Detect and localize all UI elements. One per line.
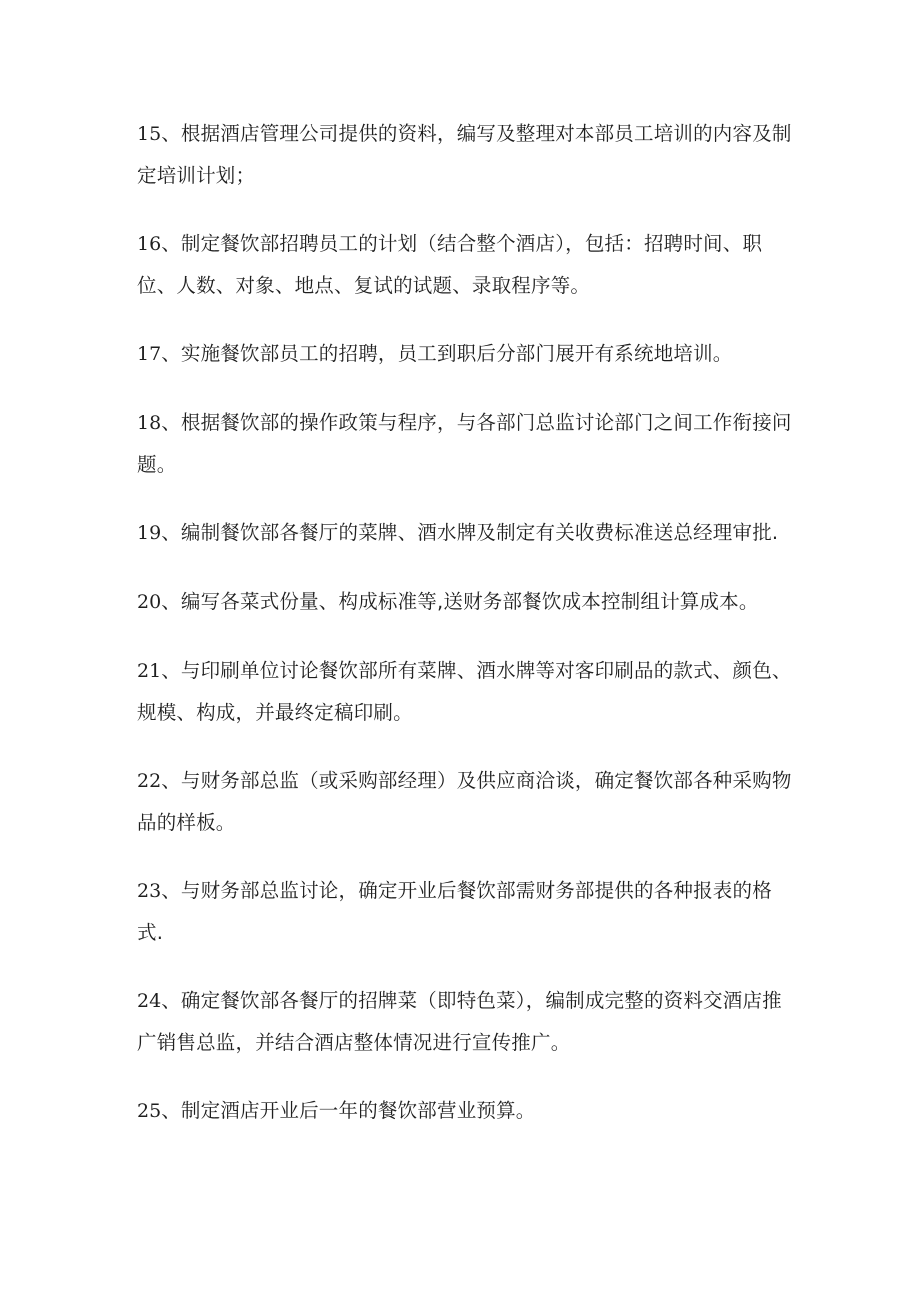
item-number: 20 bbox=[137, 591, 162, 613]
list-item bbox=[137, 760, 797, 843]
item-list bbox=[137, 113, 797, 1159]
list-item bbox=[137, 402, 797, 485]
item-number: 15 bbox=[137, 123, 162, 145]
list-item bbox=[137, 980, 797, 1063]
list-item bbox=[137, 870, 797, 953]
item-text: 、制定酒店开业后一年的餐饮部营业预算。 bbox=[161, 1099, 536, 1122]
item-number: 18 bbox=[137, 412, 162, 434]
list-item bbox=[137, 113, 797, 196]
item-text: 、与印刷单位讨论餐饮部所有菜牌、酒水牌等对客印刷品的款式、颜色、规模、构成，并最终定稿印刷。 bbox=[137, 659, 792, 724]
list-item bbox=[137, 581, 797, 623]
item-text: 、根据酒店管理公司提供的资料，编写及整理对本部员工培训的内容及制定培训计划； bbox=[137, 122, 792, 187]
list-item bbox=[137, 333, 797, 375]
item-text: 、实施餐饮部员工的招聘，员工到职后分部门展开有系统地培训。 bbox=[161, 342, 733, 365]
item-number: 21 bbox=[137, 660, 162, 682]
item-text: 、与财务部总监讨论，确定开业后餐饮部需财务部提供的各种报表的格式. bbox=[137, 879, 772, 944]
list-item bbox=[137, 1090, 797, 1132]
item-text: 、根据餐饮部的操作政策与程序，与各部门总监讨论部门之间工作衔接问题。 bbox=[137, 411, 792, 476]
item-number: 25 bbox=[137, 1100, 162, 1122]
list-item bbox=[137, 223, 797, 306]
item-text: 、编制餐饮部各餐厅的菜牌、酒水牌及制定有关收费标准送总经理审批. bbox=[161, 521, 779, 544]
item-number: 19 bbox=[137, 522, 162, 544]
item-text: 、编写各菜式份量、构成标准等,送财务部餐饮成本控制组计算成本。 bbox=[161, 590, 759, 613]
item-number: 23 bbox=[137, 880, 162, 902]
item-text: 、制定餐饮部招聘员工的计划（结合整个酒店），包括：招聘时间、职位、人数、对象、地点、复试的试题、录取程序等。 bbox=[137, 232, 763, 297]
item-number: 22 bbox=[137, 770, 162, 792]
list-item bbox=[137, 650, 797, 733]
item-number: 24 bbox=[137, 990, 162, 1012]
list-item bbox=[137, 512, 797, 554]
item-text: 、与财务部总监（或采购部经理）及供应商洽谈，确定餐饮部各种采购物品的样板。 bbox=[137, 769, 792, 834]
item-text: 、确定餐饮部各餐厅的招牌菜（即特色菜），编制成完整的资料交酒店推广销售总监，并结合酒店整体情况进行宣传推广。 bbox=[137, 989, 782, 1054]
item-number: 16 bbox=[137, 233, 162, 255]
item-number: 17 bbox=[137, 343, 162, 365]
